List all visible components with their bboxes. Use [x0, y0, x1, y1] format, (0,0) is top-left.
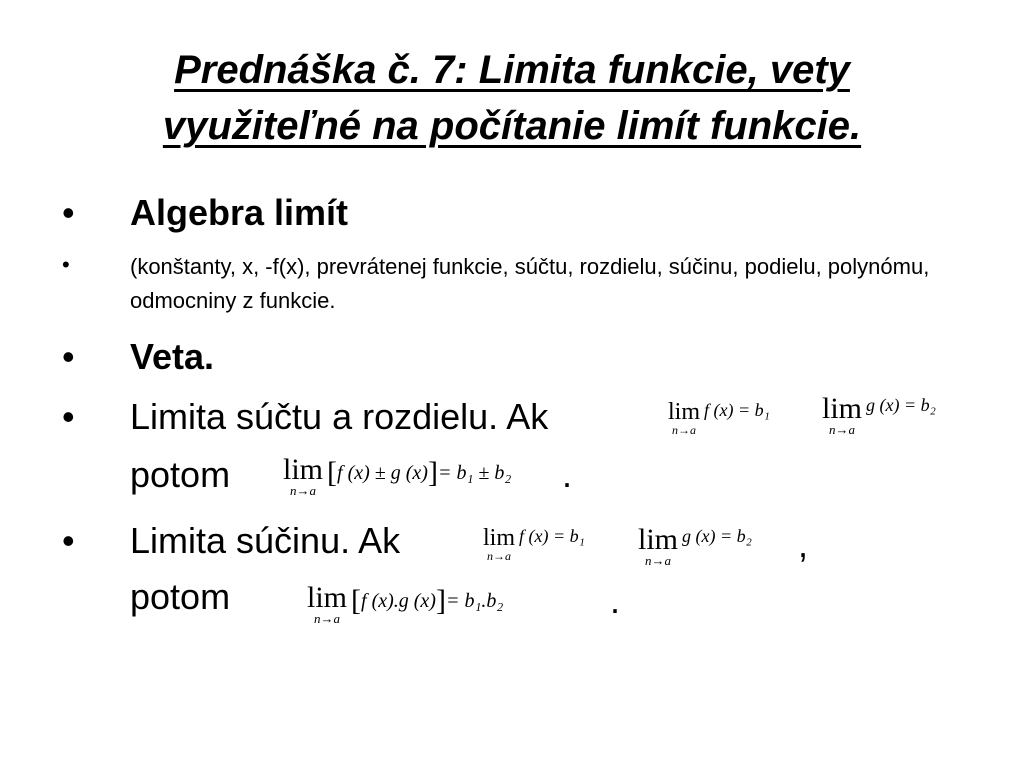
- lim-operator: lim n→a: [307, 581, 348, 626]
- slide-title: [0, 42, 1024, 154]
- bullet-icon: •: [62, 192, 75, 233]
- product-potom-text: potom: [130, 576, 231, 617]
- formula-lim-g-b2: [822, 392, 936, 439]
- formula-prod-lim-g-b2: [638, 523, 752, 570]
- formula-g-eq-b2: g (x) = b₂: [682, 526, 752, 546]
- formula-lim-f-b1: [668, 400, 770, 439]
- formula-f-eq-b1: f (x) = b₁: [704, 400, 770, 420]
- sum-potom-text: potom: [130, 454, 231, 495]
- formula-sum-inner: f (x) ± g (x): [337, 462, 428, 484]
- formula-prod-rhs: = b₁.b₂: [445, 590, 504, 612]
- formula-sum-rhs: = b₁ ± b₂: [437, 462, 512, 484]
- formula-prod-inner: f (x).g (x): [361, 590, 436, 612]
- lim-operator: lim n→a: [638, 523, 679, 568]
- sum-period: .: [562, 454, 573, 495]
- formula-g-eq-b2: g (x) = b₂: [866, 395, 936, 415]
- formula-product-limit: lim n→a [f (x).g (x)]= b₁.b₂: [307, 581, 504, 626]
- title-line-1: Prednáška č. 7: Limita funkcie, vety: [174, 48, 850, 92]
- lim-operator: lim n→a: [483, 525, 516, 563]
- bullet-icon: •: [62, 520, 75, 561]
- product-period: .: [610, 580, 621, 621]
- formula-f-eq-b1: f (x) = b₁: [519, 526, 585, 546]
- algebra-details-text: (konštanty, x, -f(x), prevrátenej funkcie, súčtu, rozdielu, súčinu, podielu, polynómu, odmocniny z funkcie.: [130, 254, 930, 313]
- heading-veta: Veta.: [130, 336, 215, 377]
- formula-prod-lim-f-b1: [483, 526, 585, 565]
- bullet-icon: •: [62, 396, 75, 437]
- lim-operator: lim n→a: [283, 453, 324, 498]
- formula-sum-limit: lim n→a [f (x) ± g (x)]= b₁ ± b₂: [283, 453, 512, 498]
- bullet-icon: •: [62, 336, 75, 377]
- lim-operator: lim n→a: [668, 399, 701, 437]
- heading-algebra: Algebra limít: [130, 192, 349, 233]
- product-limit-text: Limita súčinu. Ak: [130, 520, 401, 561]
- title-line-2: využiteľné na počítanie limít funkcie.: [162, 104, 862, 148]
- sum-limit-text: Limita súčtu a rozdielu. Ak: [130, 396, 549, 437]
- lim-operator: lim n→a: [822, 392, 863, 437]
- product-comma: ,: [798, 524, 809, 565]
- bullet-icon: •: [62, 252, 70, 277]
